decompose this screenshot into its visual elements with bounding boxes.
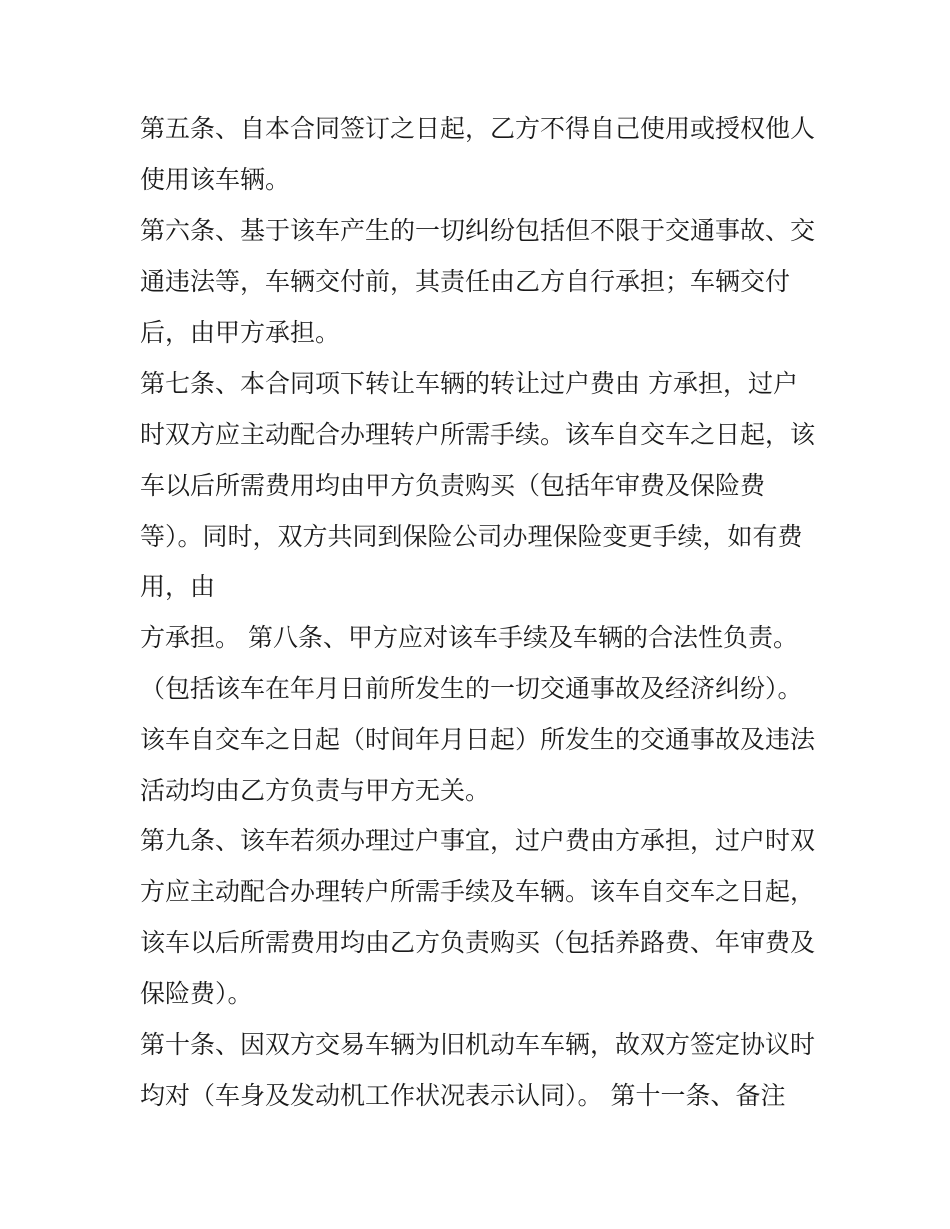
line-article-9-d: 保险费）。 [140, 979, 253, 1008]
line-article-6-a: 第六条、基于该车产生的一切纠纷包括但不限于交通事故、交 [140, 216, 816, 245]
line-article-7-e: 用，由 [140, 572, 216, 601]
line-article-5-b: 使用该车辆。 [140, 165, 291, 194]
line-article-7-b: 时双方应主动配合办理转户所需手续。该车自交车之日起，该 [140, 420, 816, 449]
line-article-7-c: 车以后所需费用均由甲方负责购买（包括年审费及保险费 [140, 471, 766, 500]
line-article-8-a: 方承担。 第八条、甲方应对该车手续及车辆的合法性负责。 [140, 623, 798, 652]
line-article-5-a: 第五条、自本合同签订之日起，乙方不得自己使用或授权他人 [140, 114, 816, 143]
line-article-10-b: 均对（车身及发动机工作状况表示认同）。 第十一条、备注 [140, 1081, 786, 1110]
line-article-8-b: （包括该车在年月日前所发生的一切交通事故及经济纠纷）。 [140, 674, 803, 703]
line-article-9-b: 方应主动配合办理转户所需手续及车辆。该车自交车之日起， [140, 877, 816, 906]
line-article-6-c: 后，由甲方承担。 [140, 318, 341, 347]
line-article-6-b: 通违法等，车辆交付前，其责任由乙方自行承担；车辆交付 [140, 267, 791, 296]
line-article-8-d: 活动均由乙方负责与甲方无关。 [140, 776, 491, 805]
line-article-10-a: 第十条、因双方交易车辆为旧机动车车辆，故双方签定协议时 [140, 1030, 816, 1059]
line-article-7-d: 等）。同时，双方共同到保险公司办理保险变更手续，如有费 [140, 522, 803, 551]
line-article-7-a: 第七条、本合同项下转让车辆的转让过户费由 方承担，过户 [140, 369, 798, 398]
line-article-9-c: 该车以后所需费用均由乙方负责购买（包括养路费、年审费及 [140, 928, 816, 957]
line-article-9-a: 第九条、该车若须办理过户事宜，过户费由方承担，过户时双 [140, 826, 816, 855]
line-article-8-c: 该车自交车之日起（时间年月日起）所发生的交通事故及违法 [140, 725, 816, 754]
